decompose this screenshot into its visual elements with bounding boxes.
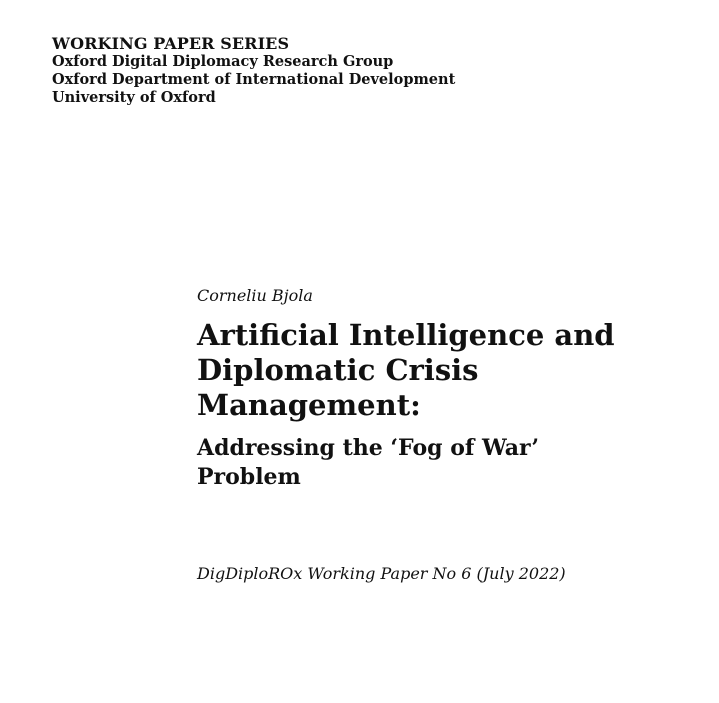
series-header [52, 34, 455, 107]
title-line: Management: [197, 388, 421, 422]
subtitle-line: Addressing the ‘Fog of War’ [197, 435, 540, 461]
series-title: WORKING PAPER SERIES [52, 34, 290, 53]
research-group: Oxford Digital Diplomacy Research Group [52, 53, 394, 70]
title-line: Diplomatic Crisis [197, 353, 479, 387]
title-block [197, 286, 697, 492]
paper-subtitle [197, 434, 697, 492]
university: University of Oxford [52, 89, 216, 106]
title-line: Artificial Intelligence and [197, 318, 615, 352]
author-name: Corneliu Bjola [197, 286, 313, 305]
paper-number: DigDiploROx Working Paper No 6 (July 2022) [197, 564, 566, 583]
department: Oxford Department of International Development [52, 71, 456, 88]
paper-title [197, 318, 697, 423]
subtitle-line: Problem [197, 464, 301, 490]
